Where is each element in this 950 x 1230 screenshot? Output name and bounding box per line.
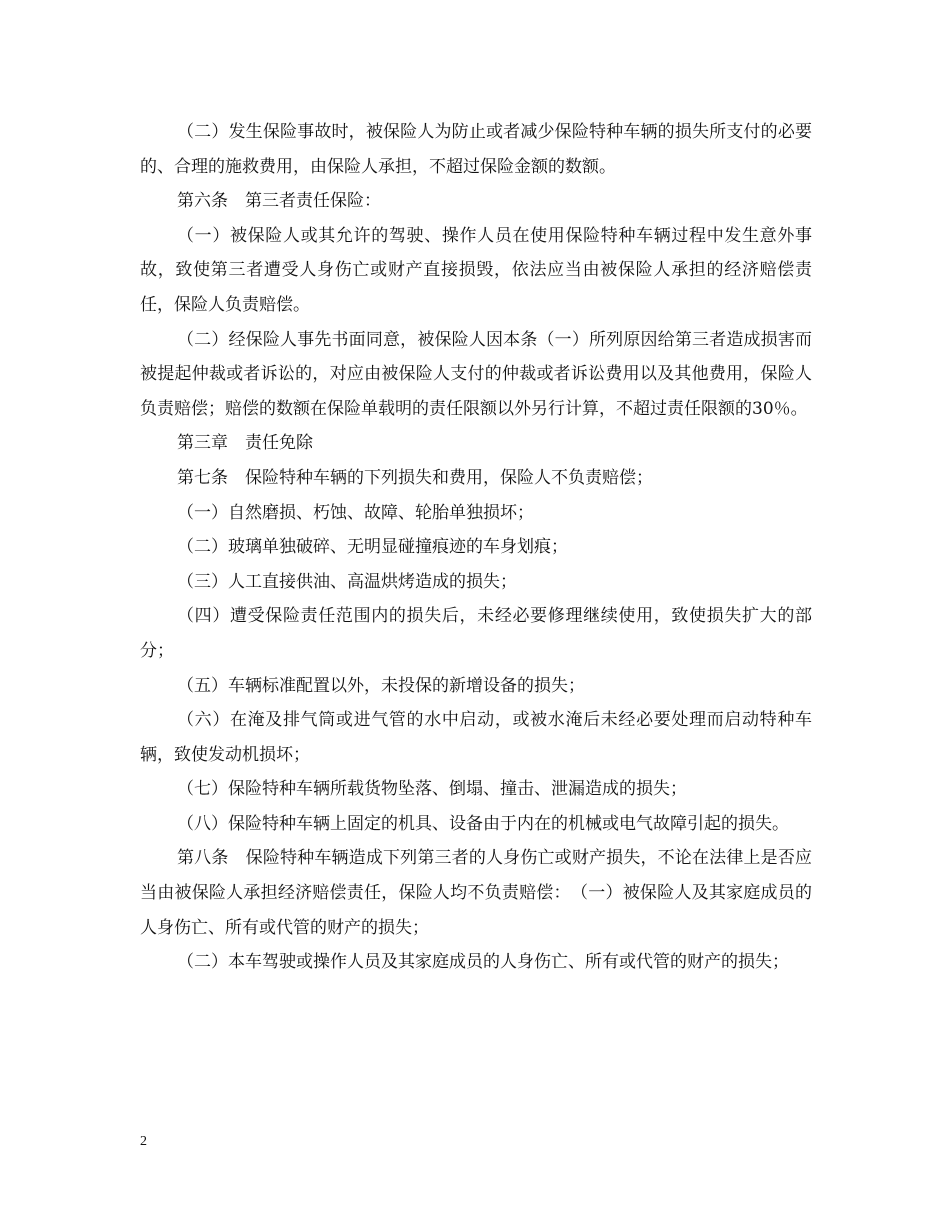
list-item-third-party-exclusion-2: （二）本车驾驶或操作人员及其家庭成员的人身伤亡、所有或代管的财产的损失； [177,952,789,973]
list-item-exclusion-7: （七）保险特种车辆所载货物坠落、倒塌、撞击、泄漏造成的损失； [177,779,687,800]
page-number: 2 [140,1134,147,1149]
list-item-exclusion-3: （三）人工直接供油、高温烘烤造成的损失； [177,571,517,592]
document-body [140,115,812,980]
heading-article-7: 第七条 保险特种车辆的下列损失和费用，保险人不负责赔偿； [177,467,653,488]
paragraph-rescue-costs: （二）发生保险事故时，被保险人为防止或者减少保险特种车辆的损失所支付的必要的、合理的施救费用，由保险人承担，不超过保险金额的数额。 [140,122,812,177]
list-item-exclusion-1: （一）自然磨损、朽蚀、故障、轮胎单独损坏； [177,502,534,523]
list-item-exclusion-6: （六）在淹及排气筒或进气管的水中启动，或被水淹后未经必要处理而启动特种车辆，致使发动机损坏； [140,710,812,765]
list-item-exclusion-5: （五）车辆标准配置以外，未投保的新增设备的损失； [177,675,585,696]
list-item-exclusion-4: （四）遭受保险责任范围内的损失后，未经必要修理继续使用，致使损失扩大的部分； [140,606,812,661]
list-item-exclusion-8: （八）保险特种车辆上固定的机具、设备由于内在的机械或电气故障引起的损失。 [177,813,789,834]
list-item-exclusion-2: （二）玻璃单独破碎、无明显碰撞痕迹的车身划痕； [177,537,568,558]
heading-article-6: 第六条 第三者责任保险： [177,191,381,212]
paragraph-third-party-2: （二）经保险人事先书面同意，被保险人因本条（一）所列原因给第三者造成损害而被提起仲裁或者诉讼的，对应由被保险人支付的仲裁或者诉讼费用以及其他费用，保险人负责赔偿；赔偿的数额在保险单载明的责任限额以外另行计算，不超过责任限额的30％。 [140,329,812,419]
heading-chapter-3: 第三章 责任免除 [177,433,313,454]
heading-article-8: 第八条 保险特种车辆造成下列第三者的人身伤亡或财产损失，不论在法律上是否应当由被保险人承担经济赔偿责任，保险人均不负责赔偿： （一）被保险人及其家庭成员的人身伤亡、所有或代管的财产的损失； [140,848,812,938]
paragraph-third-party-1: （一）被保险人或其允许的驾驶、操作人员在使用保险特种车辆过程中发生意外事故，致使第三者遭受人身伤亡或财产直接损毁，依法应当由被保险人承担的经济赔偿责任，保险人负责赔偿。 [140,225,812,315]
